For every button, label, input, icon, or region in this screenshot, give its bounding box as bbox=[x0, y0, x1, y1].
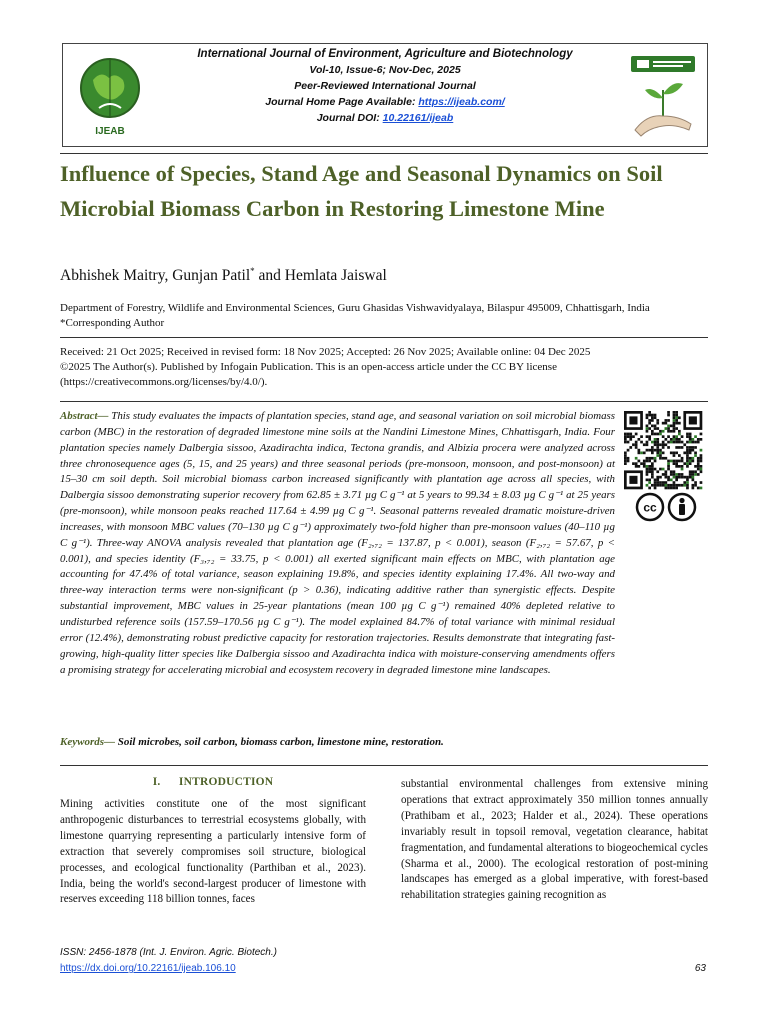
affiliation-block bbox=[60, 301, 710, 331]
svg-text:cc: cc bbox=[643, 500, 657, 515]
abstract-top-rule bbox=[60, 401, 708, 402]
article-history bbox=[60, 345, 710, 390]
abstract bbox=[60, 409, 615, 678]
keywords-label: Keywords— bbox=[60, 736, 115, 748]
title-top-rule bbox=[60, 153, 708, 154]
journal-header-text bbox=[163, 46, 607, 126]
qr-code-icon[interactable] bbox=[620, 410, 708, 490]
introduction-heading: I. INTRODUCTION bbox=[152, 776, 274, 788]
footer-issn: ISSN: 2456-1878 (Int. J. Environ. Agric. Biotech.) bbox=[60, 947, 277, 958]
svg-text:IJEAB: IJEAB bbox=[95, 126, 125, 137]
intro-right-column: substantial environmental challenges from extensive mining operations that extract approximately 350 million tonnes annually (Prathibam et al., 2023; Halder et al., 2024). These operations invariably result in topsoil removal, vegetation clearance, habitat fragmentation, and fundamental alterations to biogeochemical cycles (Sharma et al., 2000). The ecological restoration of post-mining landscapes has emerged as a global imperative, with forest-based rehabilitation strategies gaining recognition as bbox=[401, 778, 708, 902]
affiliation: Department of Forestry, Wildlife and Environmental Sciences, Guru Ghasidas Vishwavidyalaya, Bilaspur 495009, Chhattisgarh, India bbox=[60, 302, 650, 314]
page-number: 63 bbox=[694, 963, 706, 974]
intro-top-rule bbox=[60, 765, 708, 766]
authors: Abhishek Maitry, Gunjan Patil* and Hemlata Jaiswal bbox=[60, 266, 387, 285]
article-title: Influence of Species, Stand Age and Seasonal Dynamics on Soil Microbial Biomass Carbon in Restoring Limestone Mine bbox=[60, 161, 663, 221]
homepage-line: Journal Home Page Available: https://ijeab.com/ bbox=[265, 96, 505, 108]
license-url[interactable]: (https://creativecommons.org/licenses/by/4.0/). bbox=[60, 376, 268, 388]
journal-header bbox=[62, 43, 708, 147]
journal-logo-icon bbox=[73, 50, 147, 142]
journal-doi-line: Journal DOI: 10.22161/ijeab bbox=[316, 112, 454, 124]
journal-title: International Journal of Environment, Agriculture and Biotechnology bbox=[197, 48, 573, 60]
license-line: ©2025 The Author(s). Published by Infogain Publication. This is an open-access article under the CC BY license bbox=[60, 361, 557, 373]
intro-left-column: Mining activities constitute one of the most significant anthropogenic disturbances to terrestrial ecosystems globally, with limestone quarrying representing a particularly intensive form of extraction that severely compromises soil structure, biological processes, and ecological functionality (Parthiban et al., 2023). India, being the world's second-largest producer of limestone with reserves exceeding 118 billion tonnes, faces bbox=[60, 798, 366, 906]
keywords-text: Soil microbes, soil carbon, biomass carbon, limestone mine, restoration. bbox=[115, 736, 444, 748]
abstract-text: This study evaluates the impacts of plantation species, stand age, and seasonal variation on soil microbial biomass carbon (MBC) in the restoration of degraded limestone mine soils at the Nandini Limestone Mines, Chhattisgarh, India. Four plantation species namely Dalbergia sissoo, Azadirachta indica, Tectona grandis, and Albizia procera were analyzed across three chronosequence ages (5, 15, and 25 years) and three seasonal periods (pre-monsoon, monsoon, and post-monsoon) at 15–30 cm soil depth. Soil microbial biomass carbon increased significantly with plantation age across all species, with Dalbergia sissoo demonstrating superior recovery from 62.85 ± 3.71 µg C g⁻¹ at 5 years to 99.34 ± 8.03 µg C g⁻¹ at 25 years (pre-monsoon), while monsoon peaks reached 117.64 ± 4.99 µg C g⁻¹. Seasonal patterns revealed dramatic moisture-driven increases, with monsoon MBC values (70–130 µg C g⁻¹) approximately two-fold higher than pre-monsoon values (40–110 µg C g⁻¹). Three-way ANOVA analysis revealed that plantation age (F₂,₇₂ = 137.87, p < 0.001), season (F₂,₇₂ = 57.67, p < 0.001), and species identity (F₃,₇₂ = 33.75, p < 0.001) all exerted significant main effects on MBC, with plantation age accounting for 47.4% of total variance, season explaining 19.8%, and species identity explaining 17.4%. All two-way and three-way interaction terms were non-significant (p > 0.36), indicating additive rather than synergistic effects. Despite substantial improvement, MBC values in 25-year plantations (mean 100 µg C g⁻¹) remained 40% depleted relative to undisturbed reference soils (157.59–170.56 µg C g⁻¹). The model explained 84.7% of total variance with minimal residual error (12.4%), demonstrating robust predictive capacity for restoration trajectories. Results demonstrate that integrating fast-growing, high-quality litter species like Dalbergia sissoo and Azadirachta indica with moisture-conserving amendments offers a promising strategy for accelerating microbial and ecosystem recovery in degraded limestone mine landscapes. bbox=[60, 410, 615, 676]
keywords bbox=[60, 735, 444, 750]
journal-volume: Vol-10, Issue-6; Nov-Dec, 2025 bbox=[309, 64, 461, 76]
received-dates: Received: 21 Oct 2025; Received in revised form: 18 Nov 2025; Accepted: 26 Nov 2025; Available online: 04 Dec 2025 bbox=[60, 346, 591, 358]
plant-hand-icon bbox=[627, 50, 699, 142]
footer-doi-link[interactable]: https://dx.doi.org/10.22161/ijeab.106.10 bbox=[60, 963, 236, 974]
dates-top-rule bbox=[60, 337, 708, 338]
peer-review-line: Peer-Reviewed International Journal bbox=[294, 80, 476, 92]
corresponding-marker: * bbox=[250, 266, 255, 276]
abstract-label: Abstract— bbox=[60, 410, 109, 422]
cc-by-license-icon bbox=[634, 492, 700, 522]
corresponding-author-note: *Corresponding Author bbox=[60, 317, 165, 329]
homepage-link[interactable]: https://ijeab.com/ bbox=[418, 96, 505, 108]
journal-doi-link[interactable]: 10.22161/ijeab bbox=[382, 112, 454, 124]
